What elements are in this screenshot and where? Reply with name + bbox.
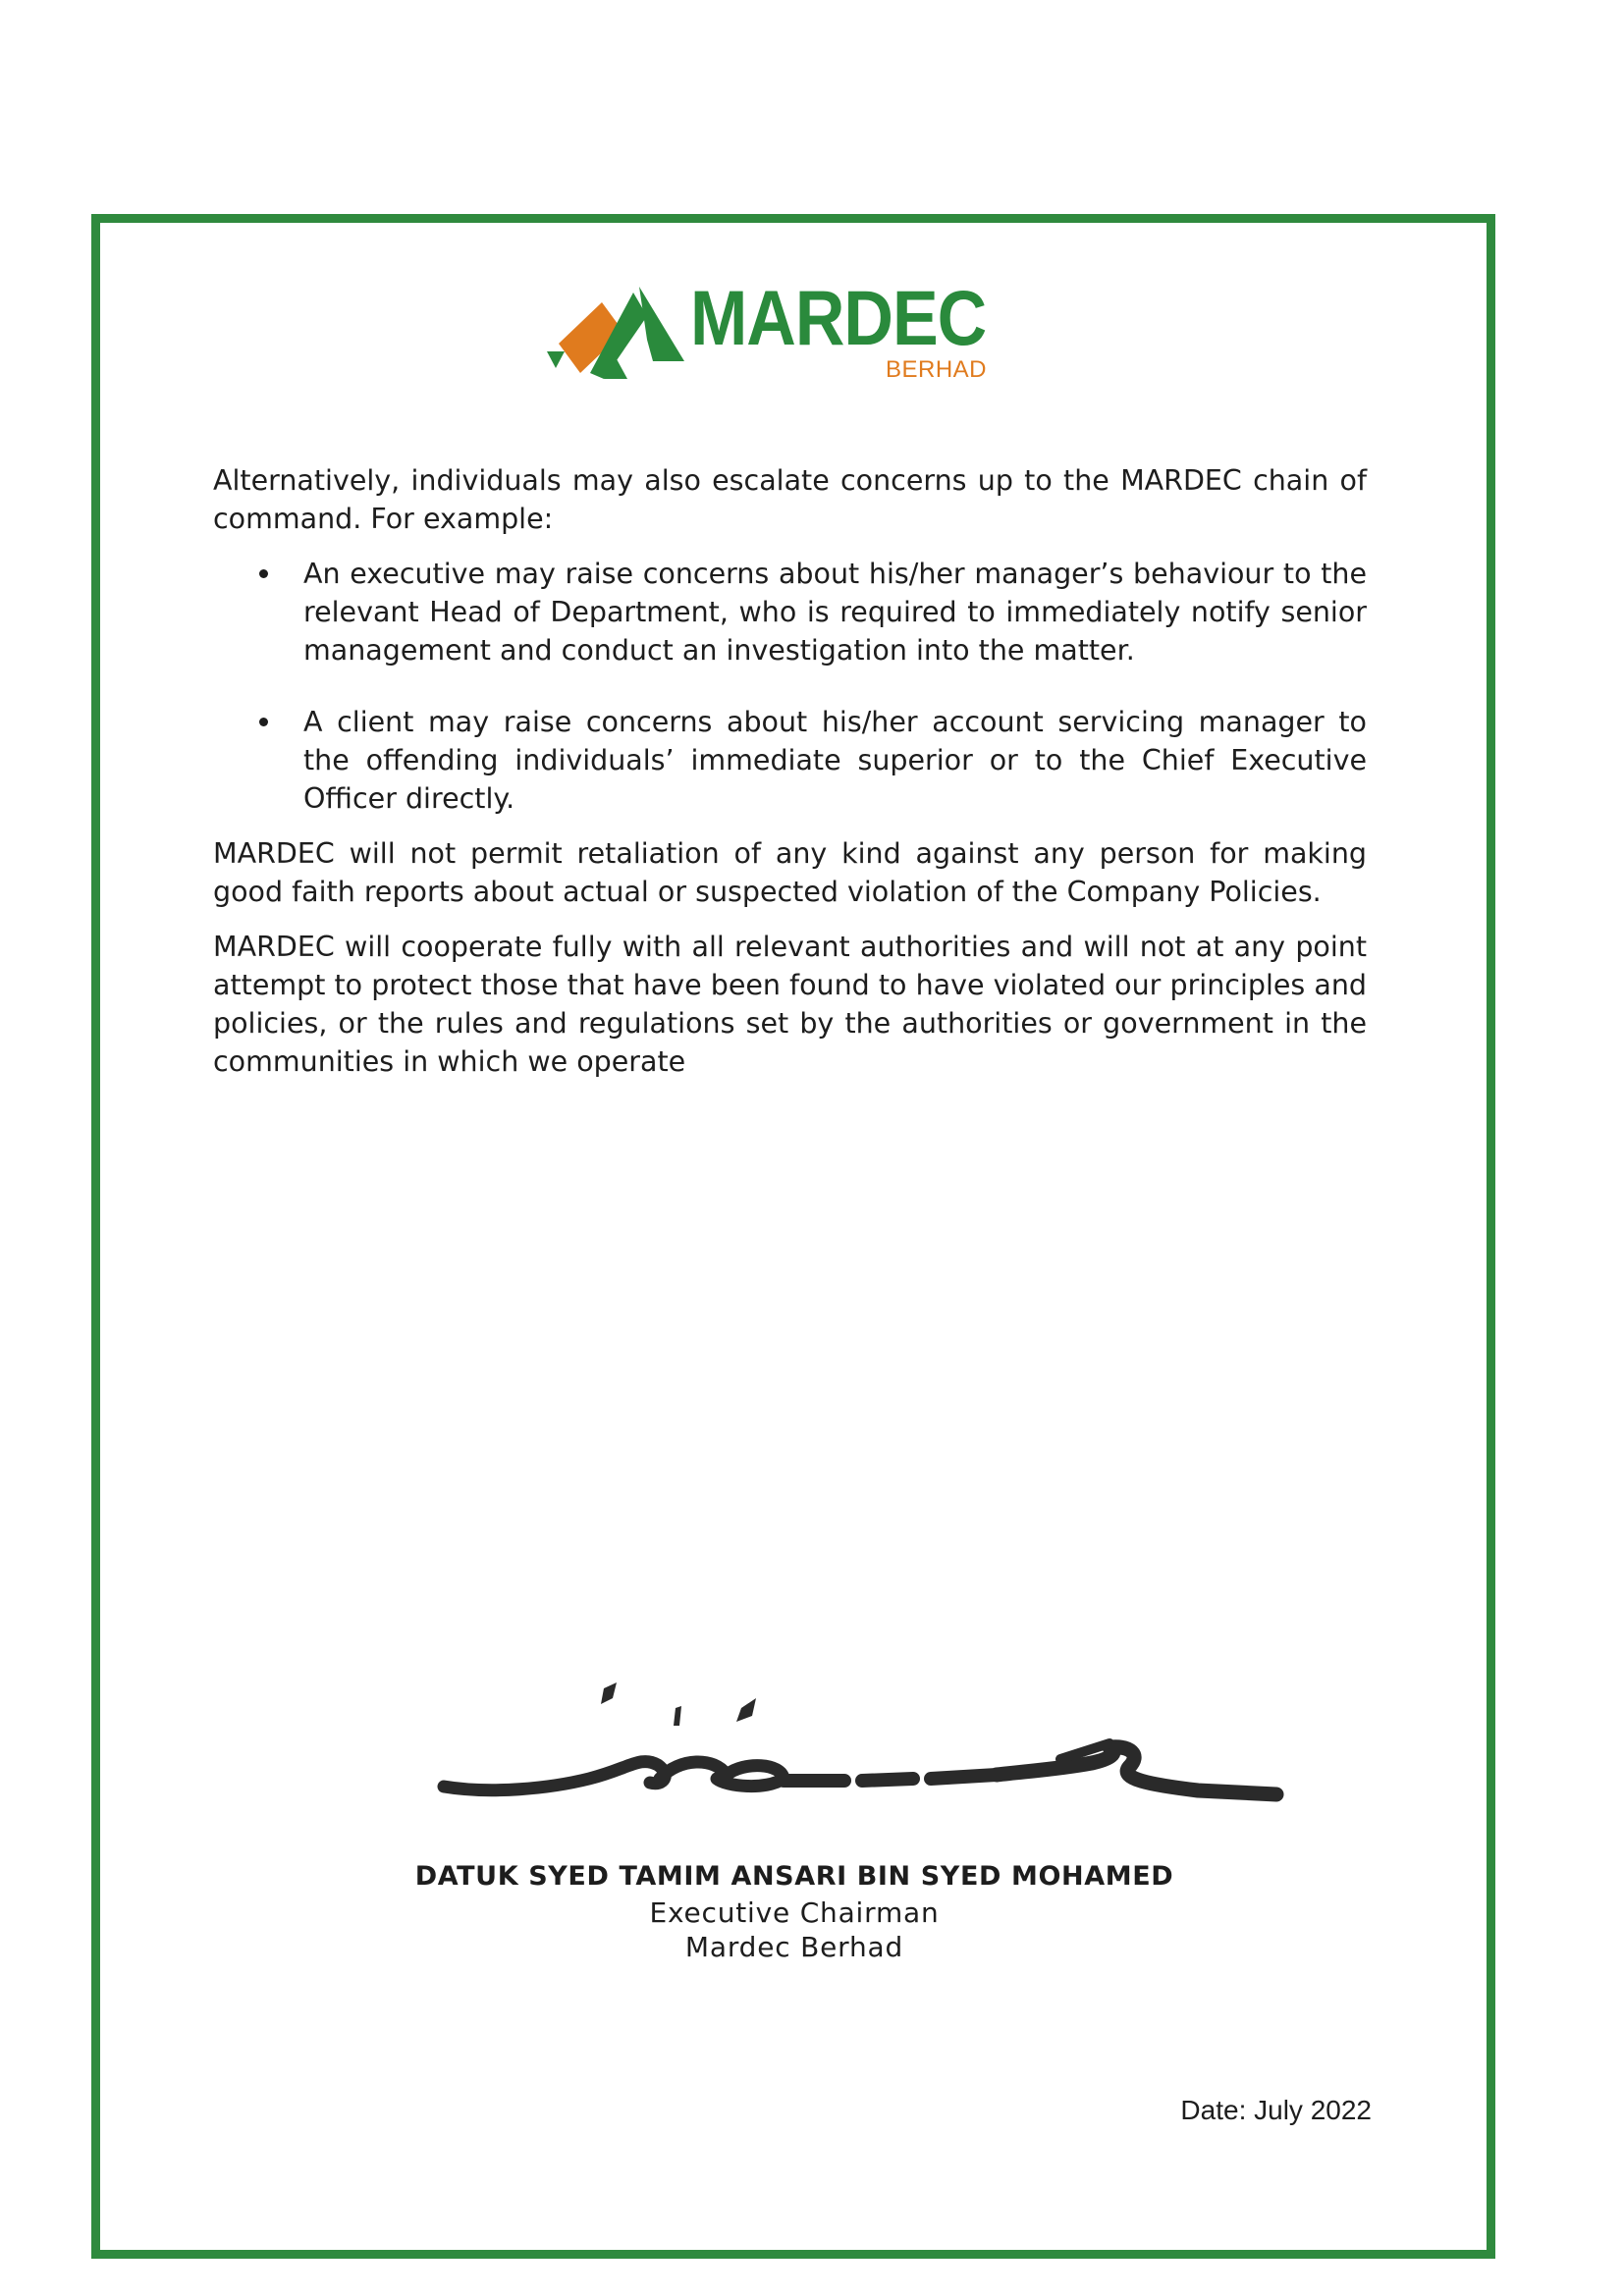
- list-item-text: An executive may raise concerns about his/her manager’s behaviour to the relevant Head of Department, who is required to immediately notify senior management and conduct an investigation into the matter.: [303, 558, 1367, 667]
- cooperation-paragraph: MARDEC will cooperate fully with all relevant authorities and will not at any point attempt to protect those that have been found to have violated our principles and policies, or the rules and regulations set by the authorities or government in the communities in which we operate: [213, 931, 1367, 1078]
- signatory-company: Mardec Berhad: [684, 1931, 904, 1963]
- example-list: [213, 555, 1367, 818]
- mardec-logo-icon: [545, 283, 692, 386]
- list-item: [213, 555, 1367, 669]
- intro-paragraph: Alternatively, individuals may also escalate concerns up to the MARDEC chain of command. For example:: [213, 464, 1367, 535]
- logo-wordmark: MARDEC: [690, 275, 987, 361]
- signatory-name: DATUK SYED TAMIM ANSARI BIN SYED MOHAMED: [414, 1861, 1174, 1892]
- policy-text: [213, 461, 1367, 1097]
- list-item: [213, 703, 1367, 818]
- company-logo: [545, 275, 997, 392]
- bullet-icon: [259, 569, 268, 578]
- bullet-icon: [259, 718, 268, 726]
- logo-subtitle: BERHAD: [885, 356, 987, 383]
- retaliation-paragraph: MARDEC will not permit retaliation of any kind against any person for making good faith reports about actual or suspected violation of the Company Policies.: [213, 837, 1367, 908]
- signatory-block: [295, 1858, 1294, 1964]
- handwritten-signature: [432, 1669, 1296, 1826]
- list-item-text: A client may raise concerns about his/her account servicing manager to the offending individuals’ immediate superior or to the Chief Executive Officer directly.: [303, 706, 1367, 815]
- signatory-title: Executive Chairman: [649, 1896, 940, 1929]
- document-date: Date: July 2022: [1180, 2095, 1372, 2125]
